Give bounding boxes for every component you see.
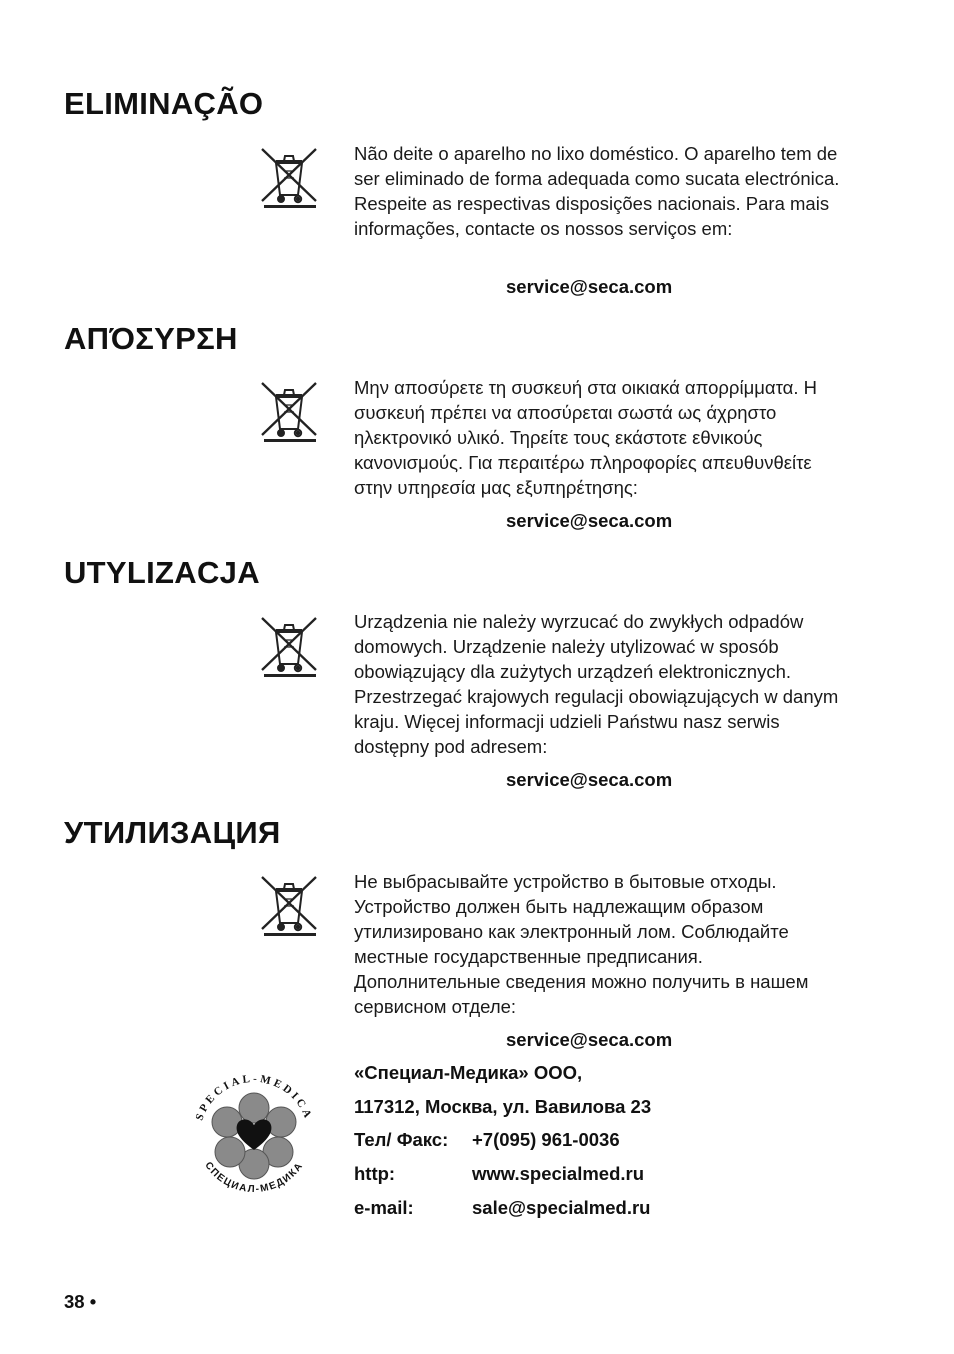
service-email-link[interactable]: service@seca.com bbox=[506, 276, 673, 297]
phone-value: +7(095) 961-0036 bbox=[472, 1129, 620, 1150]
crossed-out-wheelie-bin-icon bbox=[258, 875, 320, 939]
crossed-out-wheelie-bin-icon bbox=[258, 381, 320, 445]
page-number: 38 • bbox=[64, 1291, 97, 1312]
contact-email-link[interactable]: sale@specialmed.ru bbox=[472, 1197, 651, 1218]
crossed-out-wheelie-bin-icon bbox=[258, 616, 320, 680]
section-text-eliminacao: Não deite o aparelho no lixo doméstico. O aparelho tem de ser eliminado de forma adequada como sucata electrónica. Respeite as respectivas disposições nacionais. Para mais informações, contacte os nossos serviços em: bbox=[354, 143, 840, 239]
section-heading-aposyrsi: ΑΠΌΣΥΡΣΗ bbox=[64, 321, 238, 356]
section-text-aposyrsi: Μην αποσύρετε τη συσκευή στα οικιακά απορρίμματα. Η συσκευή πρέπει να αποσύρεται σωστά ως άχρηστο ηλεκτρονικό υλικό. Τηρείτε τους εκάστοτε εθνικούς κανονισμούς. Για περαιτέρω πληροφορίες απευθυνθείτε στην υπηρεσία μας εξυπηρέτησης: bbox=[354, 377, 817, 498]
service-email-link[interactable]: service@seca.com bbox=[506, 769, 673, 790]
crossed-out-wheelie-bin-icon bbox=[258, 147, 320, 211]
special-medica-logo bbox=[186, 1066, 322, 1202]
web-link[interactable]: www.specialmed.ru bbox=[472, 1163, 645, 1184]
section-heading-utylizacja: UTYLIZACJA bbox=[64, 555, 260, 590]
service-email-link[interactable]: service@seca.com bbox=[506, 1029, 673, 1050]
web-label: http: bbox=[354, 1163, 396, 1184]
section-heading-utilizatsiya: УТИЛИЗАЦИЯ bbox=[64, 815, 281, 850]
section-heading-eliminacao: ELIMINAÇÃO bbox=[64, 86, 264, 121]
email-label: e-mail: bbox=[354, 1197, 414, 1218]
service-email-link[interactable]: service@seca.com bbox=[506, 510, 673, 531]
contact-web-row bbox=[354, 1163, 644, 1185]
phone-label: Тел/ Факс: bbox=[354, 1129, 449, 1150]
contact-address: 117312, Москва, ул. Вавилова 23 bbox=[354, 1096, 652, 1117]
logo-text-latin: SPECIAL-MEDICA bbox=[193, 1072, 315, 1123]
contact-company: «Специал-Медика» ООО, bbox=[354, 1062, 583, 1083]
logo-text-cyrillic: СПЕЦИАЛ-МЕДИКА bbox=[202, 1160, 306, 1196]
contact-email-row bbox=[354, 1197, 650, 1219]
section-text-utilizatsiya: Не выбрасывайте устройство в бытовые отходы. Устройство должен быть надлежащим образом утилизировано как электронный лом. Соблюдайте местные государственные предписания. Дополнительные сведения можно получить в нашем сервисном отделе: bbox=[354, 871, 809, 1017]
contact-phone-row bbox=[354, 1129, 620, 1151]
section-text-utylizacja: Urządzenia nie należy wyrzucać do zwykłych odpadów domowych. Urządzenie należy utylizować w sposób obowiązujący dla zużytych urządzeń elektronicznych. Przestrzegać krajowych regulacji obowiązujących w danym kraju. Więcej informacji udzieli Państwu nasz serwis dostępny pod adresem: bbox=[354, 611, 839, 757]
